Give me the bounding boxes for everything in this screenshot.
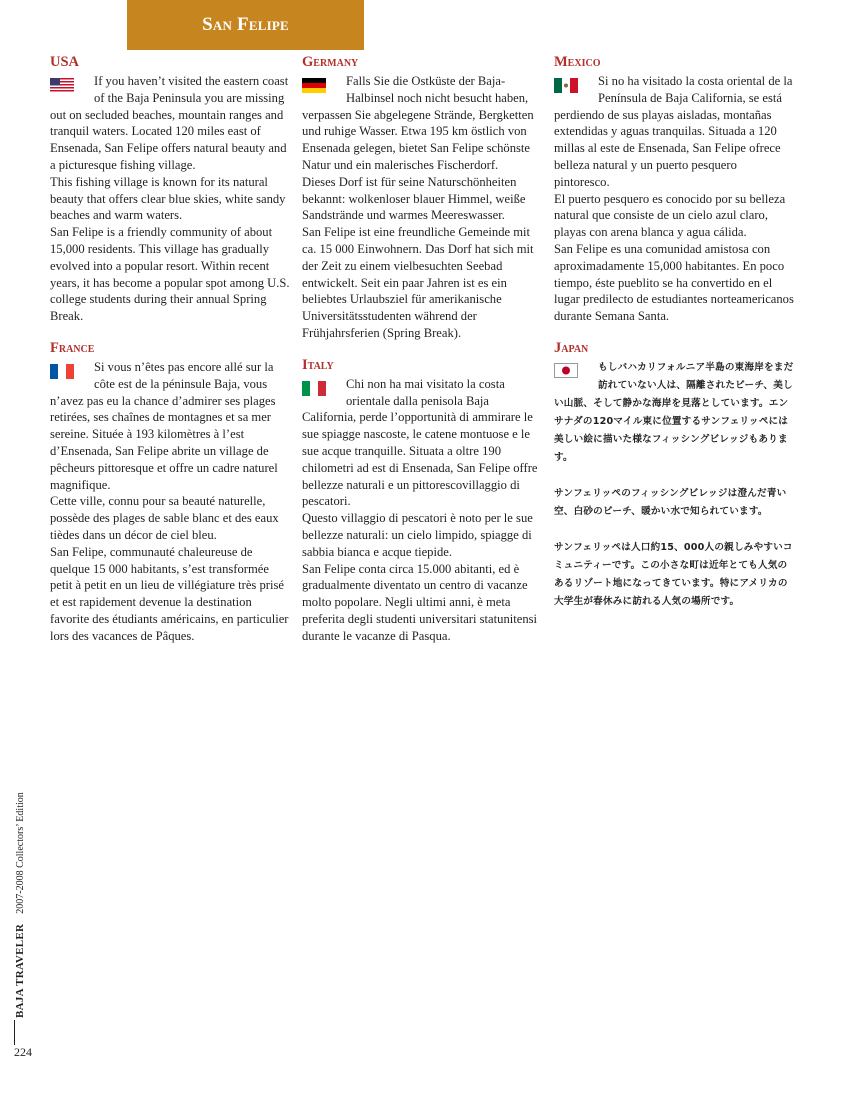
france-paragraph-1: Si vous n’êtes pas encore allé sur la côte est de la péninsule Baja, vous n’avez pas eu la chance d’admirer ses plages retirées, ses chaînes de montagnes et sa mer sereine. Située à 193 kilomètres à l’est d’Ensenada, San Felipe abrite un village de pêcheurs pittoresque et offre un cadre naturel magnifique. — [50, 359, 278, 492]
japan-flag-icon — [554, 363, 578, 378]
spine-credit — [12, 792, 28, 1018]
usa-paragraph-1: If you haven’t visited the eastern coast of the Baja Peninsula you are missing out on secluded beaches, mountain ranges and tranquil waters. Located 120 miles east of Ensenada, San Felipe offers natural beauty and a picturesque fishing village. — [50, 74, 289, 172]
germany-flag-icon — [302, 78, 326, 93]
heading-japan: Japan — [554, 339, 589, 356]
section-japan — [554, 339, 794, 611]
publication-name: BAJA TRAVELER — [14, 923, 26, 1018]
mexico-paragraph-3: San Felipe es una comunidad amistosa con aproximadamente 15,000 habitantes. En poco tiempo, éste pueblito se ha convertido en el lugar predilecto de estudiantes norteamericanos durante Semana Santa. — [554, 241, 794, 324]
heading-usa: USA — [50, 54, 80, 70]
mexico-paragraph-2: El puerto pesquero es conocido por su belleza natural que consiste de un cielo azul claro, playas con arena blanca y agua cálida. — [554, 191, 786, 240]
mexico-flag-icon — [554, 78, 578, 93]
germany-paragraph-2: Dieses Dorf ist für seine Naturschönheiten bekannt: wolkenloser blauer Himmel, weiße Sandstrände und warmes Meereswasser. — [302, 174, 526, 223]
germany-paragraph-3: San Felipe ist eine freundliche Gemeinde mit ca. 15 000 Einwohnern. Das Dorf hat sich mit der Zeit zu einem vielbesuchten Seebad entwickelt. Seit ein paar Jahren ist es ein beliebtes Urlaubsziel für amerikanische Universitätsstudenten während der Frühjahrsferien (Spring Break). — [302, 225, 534, 340]
japan-paragraph-3: サンフェリッペは人口約15、000人の親しみやすいコミュニティーです。この小さな町は近年とても人気のあるリゾート地になってきています。特にアメリカの大学生が春休みに訪れる人気の場所です。 — [554, 541, 793, 607]
section-italy — [302, 356, 542, 645]
section-france — [50, 339, 290, 645]
japan-paragraph-1: もしバハカリフォルニア半島の東海岸をまだ訪れていない人は、隔離されたビーチ、美しい山脈、そして静かな海岸を見落としています。エンサナダの120マイル東に位置するサンフェリッペには美しい絵に描いた様なフィッシングビレッジもあります。 — [554, 361, 794, 463]
japan-paragraph-2: サンフェリッペのフィッシングビレッジは澄んだ青い空、白砂のビーチ、暖かい水で知られています。 — [554, 487, 787, 517]
germany-paragraph-1: Falls Sie die Ostküste der Baja-Halbinsel noch nicht besucht haben, verpassen Sie abgelegene Strände, Bergketten und ruhige Wasser. Etwa 195 km östlich von Ensenada gelegen, bietet San Felipe schönste Natur und ein malerisches Fischerdorf. — [302, 74, 534, 172]
italy-paragraph-3: San Felipe conta circa 15.000 abitanti, ed è gradualmente diventato un centro di vacanze molto popolare. Negli ultimi anni, è meta preferita degli studenti universitari statunitensi durante le vacanze di Pasqua. — [302, 561, 538, 643]
section-germany — [302, 53, 542, 342]
usa-paragraph-2: This fishing village is known for its natural beauty that offers clear blue skies, white sandy beaches and warm waters. — [50, 174, 286, 223]
column-right — [554, 53, 794, 625]
italy-paragraph-2: Questo villaggio di pescatori è noto per le sue bellezze naturali: un cielo limpido, spiagge di sabbia bianca e acque tiepide. — [302, 511, 533, 559]
column-middle — [302, 53, 542, 659]
france-flag-icon — [50, 364, 74, 379]
heading-france: France — [50, 339, 95, 356]
usa-paragraph-3: San Felipe is a friendly community of about 15,000 residents. This village has gradually evolved into a popular resort. Within recent years, it has become a popular spot among U.S. college students during their annual Spring Break. — [50, 225, 290, 324]
italy-paragraph-1: Chi non ha mai visitato la costa orientale dalla penisola Baja California, perde l’opportunità di ammirare le sue spiagge nascoste, le catene montuose e le sue acque tranquille. Situata a oltre 190 chilometri ad est di Ensenada, San Felipe offre bellezze naturali e un pittorescovillaggio di pescatori. — [302, 376, 538, 509]
heading-germany: Germany — [302, 54, 359, 70]
heading-mexico: Mexico — [554, 54, 601, 70]
column-left — [50, 53, 290, 659]
page-title: San Felipe — [127, 0, 364, 50]
section-usa — [50, 53, 290, 325]
heading-italy: Italy — [302, 356, 334, 373]
page-number: 224 — [14, 1045, 32, 1059]
section-mexico — [554, 53, 794, 325]
france-paragraph-2: Cette ville, connu pour sa beauté naturelle, possède des plages de sable blanc et des eaux tièdes dans un décor de ciel bleu. — [50, 494, 279, 542]
edition-label: 2007-2008 Collectors’ Edition — [14, 792, 26, 914]
mexico-paragraph-1: Si no ha visitado la costa oriental de la Península de Baja California, se está perdiendo de sus playas aisladas, montañas extendidas y aguas tranquilas. Situada a 120 millas al este de Ensenada, San Felipe ofrece belleza natural y un puerto pesquero pintoresco. — [554, 74, 793, 189]
page-number-rule — [14, 1020, 15, 1045]
france-paragraph-3: San Felipe, communauté chaleureuse de quelque 15 000 habitants, s’est transformée petit à petit en un lieu de villégiature très prisé et est rapidement devenue la destination favorite des étudiants américains, en particulier lors des vacances de Pâques. — [50, 544, 289, 643]
italy-flag-icon — [302, 381, 326, 396]
us-flag-icon — [50, 78, 74, 93]
